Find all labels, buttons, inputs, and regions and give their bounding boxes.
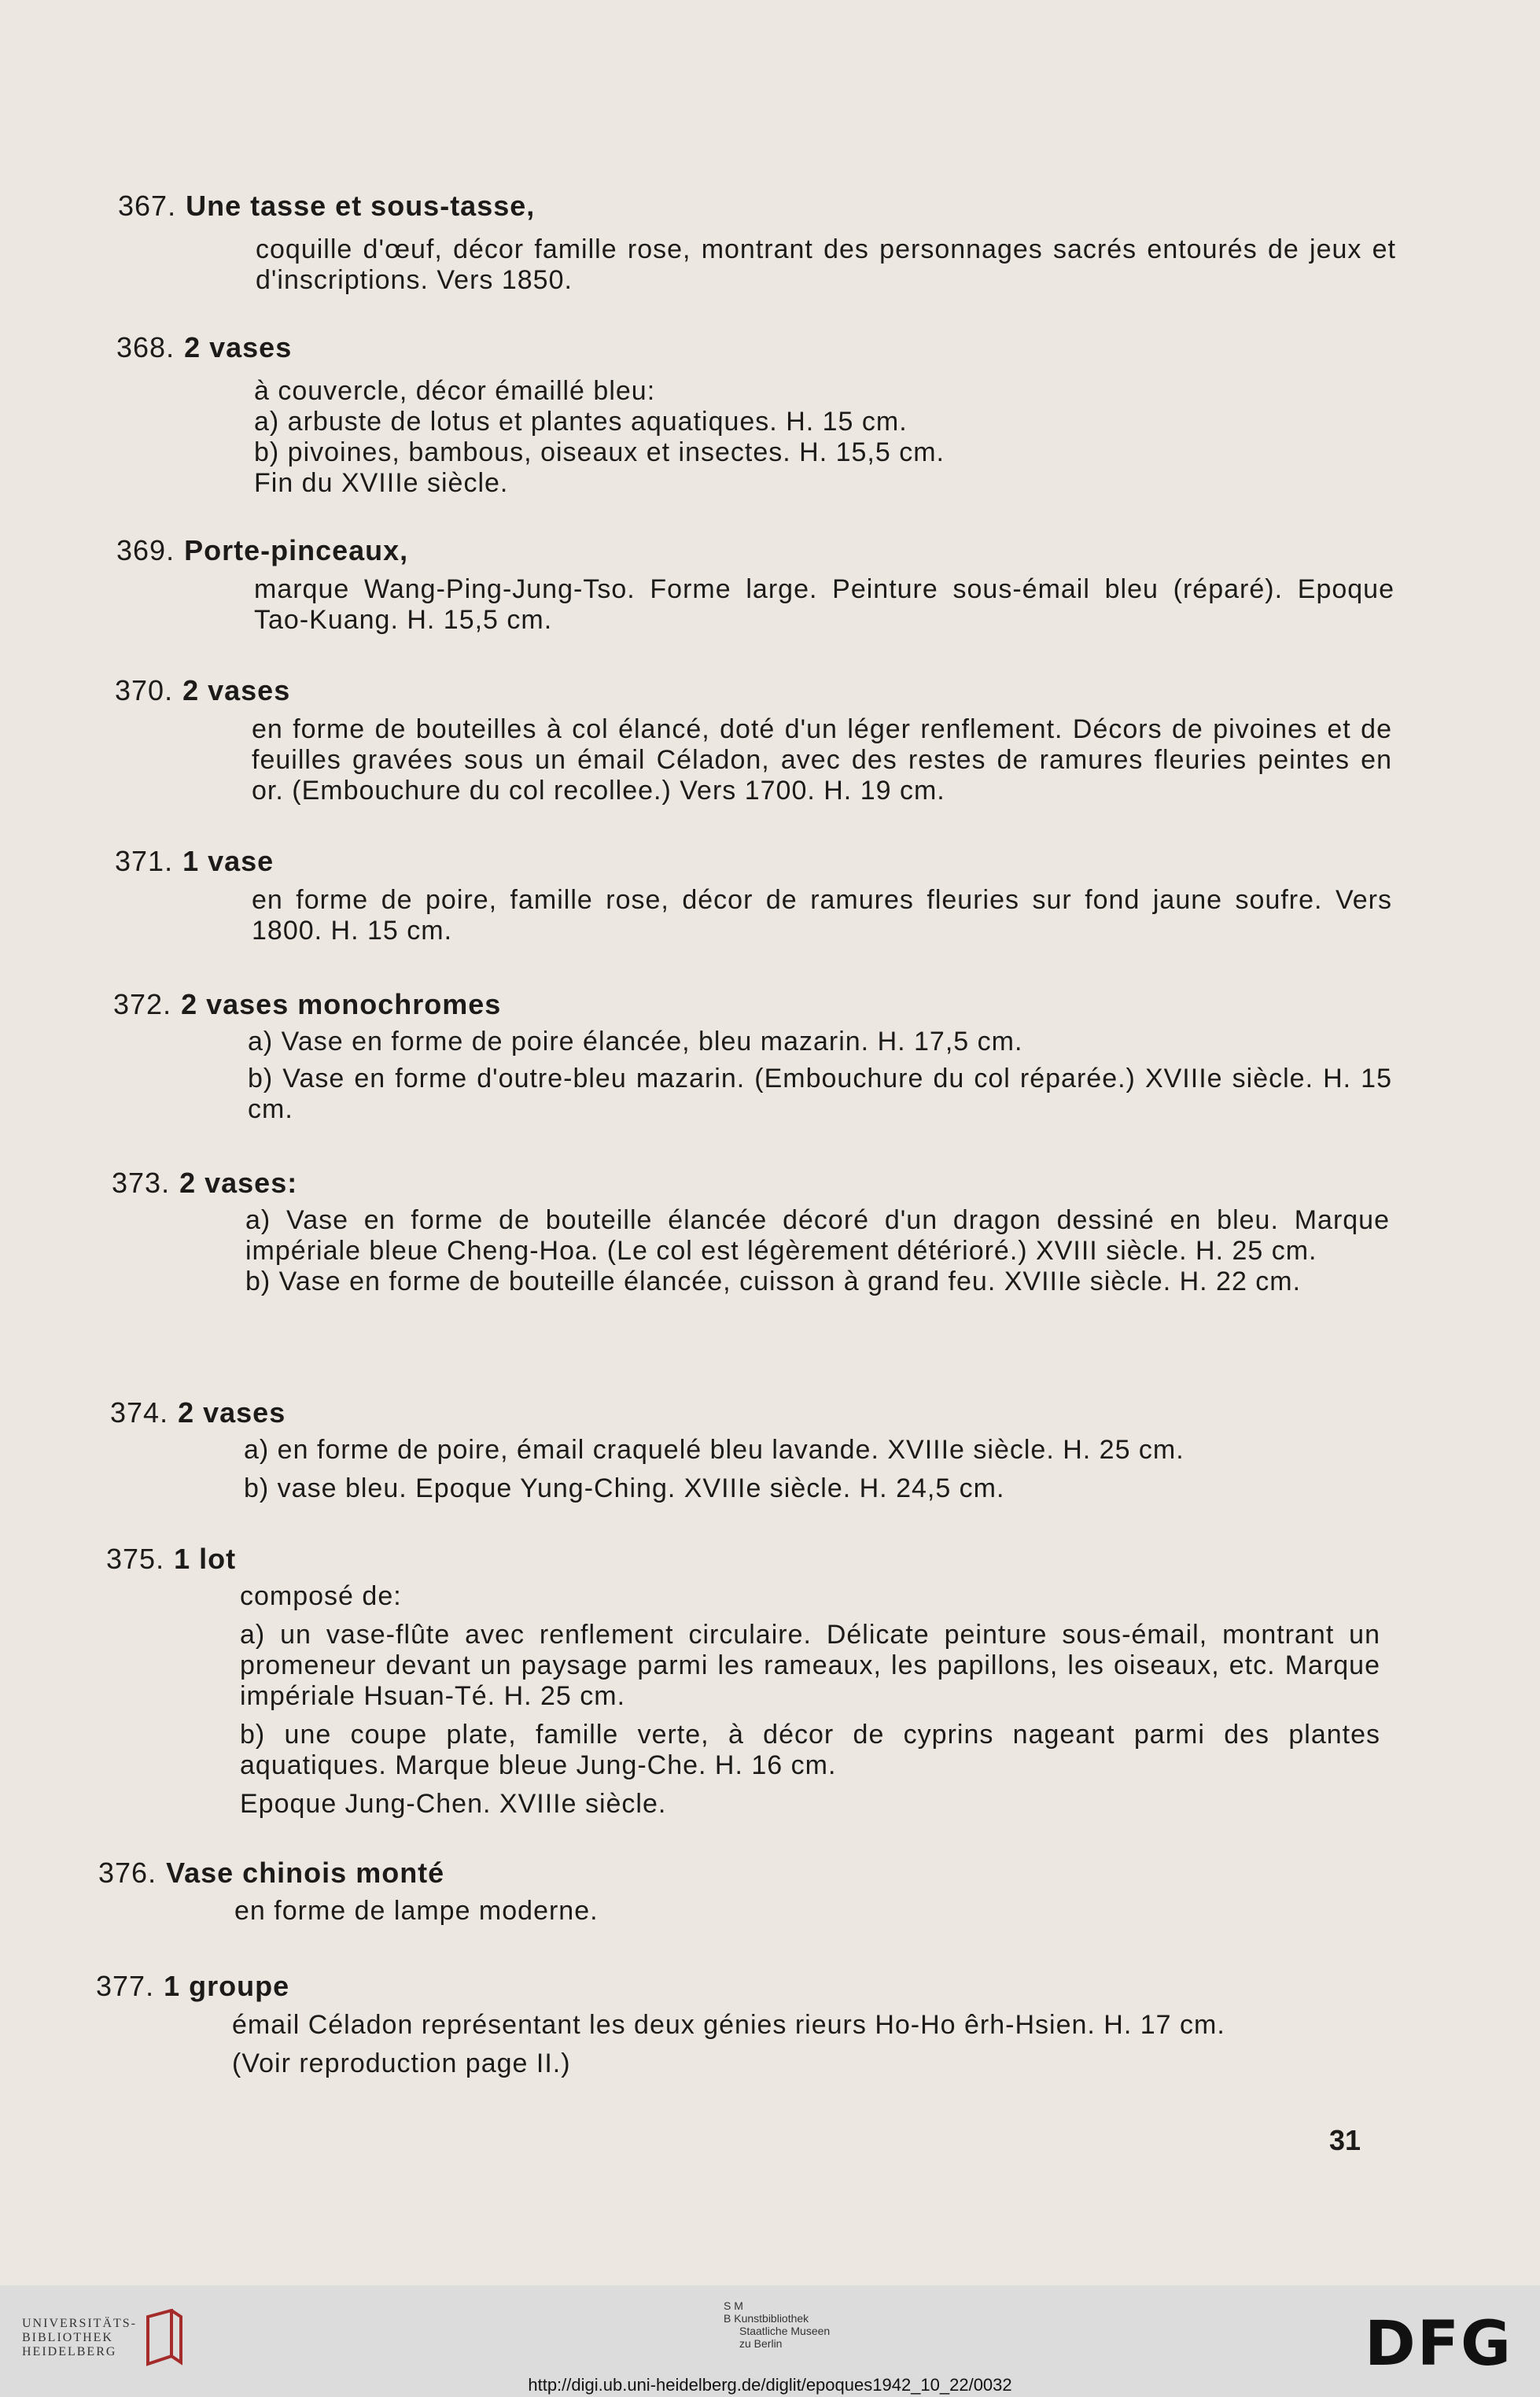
library-book-icon: [140, 2309, 187, 2372]
description-line: marque Wang-Ping-Jung-Tso. Forme large. Peinture sous-émail bleu (réparé). Epoque Tao-Kuang. H. 15,5 cm.: [254, 574, 1394, 635]
entry-heading: [98, 1857, 444, 1889]
entry-description: [256, 234, 1396, 296]
description-line: coquille d'œuf, décor famille rose, montrant des personnages sacrés entourés de jeux et d'inscriptions. Vers 1850.: [256, 234, 1396, 295]
description-line: b) une coupe plate, famille verte, à décor de cyprins nageant parmi des plantes aquatiques. Marque bleue Jung-Che. H. 16 cm.: [240, 1720, 1380, 1780]
logo-text-line: Staatliche Museen: [739, 2325, 831, 2337]
entry-number: 374.: [110, 1396, 169, 1429]
entry-number: 368.: [116, 331, 175, 363]
description-line: (Voir reproduction page II.): [232, 2049, 571, 2078]
entry-number: 370.: [115, 674, 174, 706]
description-line: émail Céladon représentant les deux génies rieurs Ho-Ho êrh-Hsien. H. 17 cm.: [232, 2010, 1225, 2040]
logo-text-line: UNIVERSITÄTS-: [22, 2317, 137, 2330]
description-line: en forme de poire, famille rose, décor de ramures fleuries sur fond jaune soufre. Vers 1800. H. 15 cm.: [252, 885, 1392, 946]
description-line: composé de:: [240, 1581, 402, 1611]
entry-description: [254, 574, 1394, 636]
entry-number: 369.: [116, 534, 175, 566]
page-number: 31: [1329, 2124, 1361, 2156]
entry-description: [254, 376, 1394, 499]
entry-description: [244, 1435, 1392, 1504]
description-line: b) vase bleu. Epoque Yung-Ching. XVIIIe siècle. H. 24,5 cm.: [244, 1473, 1005, 1503]
entry-title: Une tasse et sous-tasse,: [186, 190, 536, 222]
description-line: en forme de lampe moderne.: [234, 1896, 599, 1926]
logo-text-line: S M: [724, 2299, 743, 2312]
entry-title: 2 vases: [178, 1396, 286, 1429]
entry-title: 2 vases: [182, 674, 291, 706]
digitization-footer: [0, 2285, 1540, 2397]
description-line: a) un vase-flûte avec renflement circulaire. Délicate peinture sous-émail, montrant un promeneur devant un paysage parmi les rameaux, les papillons, les oiseaux, etc. Marque impériale Hsuan-Té. H. 25 cm.: [240, 1620, 1380, 1711]
entry-heading: [96, 1971, 289, 2002]
entry-number: 372.: [113, 988, 172, 1020]
description-line: a) Vase en forme de poire élancée, bleu mazarin. H. 17,5 cm.: [248, 1027, 1023, 1057]
entry-title: Vase chinois monté: [166, 1857, 445, 1889]
entry-description: [234, 1896, 1375, 1927]
entry-heading: [118, 190, 535, 222]
entry-heading: [106, 1543, 236, 1575]
entry-description: [248, 1027, 1392, 1125]
entry-number: 371.: [115, 845, 174, 877]
description-line: a) arbuste de lotus et plantes aquatiques. H. 15 cm.: [254, 407, 908, 437]
description-line: b) pivoines, bambous, oiseaux et insectes. H. 15,5 cm.: [254, 437, 945, 467]
description-line: Fin du XVIIIe siècle.: [254, 468, 509, 498]
university-library-logo-text[interactable]: [22, 2317, 137, 2359]
entry-heading: [116, 535, 408, 566]
entry-number: 376.: [98, 1857, 157, 1889]
entry-heading: [113, 989, 501, 1020]
description-line: Epoque Jung-Chen. XVIIIe siècle.: [240, 1789, 667, 1819]
entry-title: 1 groupe: [164, 1970, 290, 2002]
entry-description: [252, 714, 1392, 806]
entry-description: [232, 2010, 1372, 2079]
entry-title: 2 vases: [184, 331, 293, 363]
entry-heading: [110, 1397, 286, 1429]
logo-text-line: BIBLIOTHEK: [22, 2331, 113, 2344]
entry-title: 2 vases:: [179, 1167, 298, 1199]
entry-number: 367.: [118, 190, 177, 222]
entry-number: 377.: [96, 1970, 155, 2002]
entry-title: 1 lot: [174, 1543, 237, 1575]
entry-heading: [115, 846, 274, 877]
entry-heading: [115, 675, 290, 706]
entry-number: 375.: [106, 1543, 165, 1575]
entry-title: 1 vase: [182, 845, 274, 877]
logo-text-line: zu Berlin: [739, 2337, 783, 2350]
description-line: en forme de bouteilles à col élancé, doté d'un léger renflement. Décors de pivoines et de feuilles gravées sous un émail Céladon, avec des restes de ramures fleuries peintes en or. (Embouchure du col recollee.) Vers 1700. H. 19 cm.: [252, 714, 1392, 806]
description-line: b) Vase en forme d'outre-bleu mazarin. (Embouchure du col réparée.) XVIIIe siècle. H. 15 cm.: [248, 1064, 1392, 1124]
description-line: b) Vase en forme de bouteille élancée, cuisson à grand feu. XVIIIe siècle. H. 22 cm.: [245, 1267, 1302, 1296]
description-line: a) Vase en forme de bouteille élancée décoré d'un dragon dessiné en bleu. Marque impériale bleue Cheng-Hoa. (Le col est légèrement détérioré.) XVIII siècle. H. 25 cm.: [245, 1205, 1390, 1266]
entry-heading: [112, 1167, 297, 1199]
entry-title: 2 vases monochromes: [181, 988, 502, 1020]
description-line: à couvercle, décor émaillé bleu:: [254, 376, 656, 406]
entry-title: Porte-pinceaux,: [184, 534, 409, 566]
entry-number: 373.: [112, 1167, 171, 1199]
entry-description: [252, 885, 1392, 946]
entry-description: [240, 1581, 1380, 1820]
description-line: a) en forme de poire, émail craquelé bleu lavande. XVIIIe siècle. H. 25 cm.: [244, 1435, 1184, 1465]
kunstbibliothek-logo-text[interactable]: [724, 2299, 830, 2350]
logo-text-line: B Kunstbibliothek: [724, 2312, 809, 2325]
entry-heading: [116, 332, 292, 363]
entry-description: [245, 1205, 1390, 1297]
permalink-url[interactable]: http://digi.ub.uni-heidelberg.de/diglit/epoques1942_10_22/0032: [528, 2375, 1012, 2395]
dfg-logo[interactable]: DFG: [1365, 2309, 1513, 2380]
logo-text-line: HEIDELBERG: [22, 2345, 117, 2358]
